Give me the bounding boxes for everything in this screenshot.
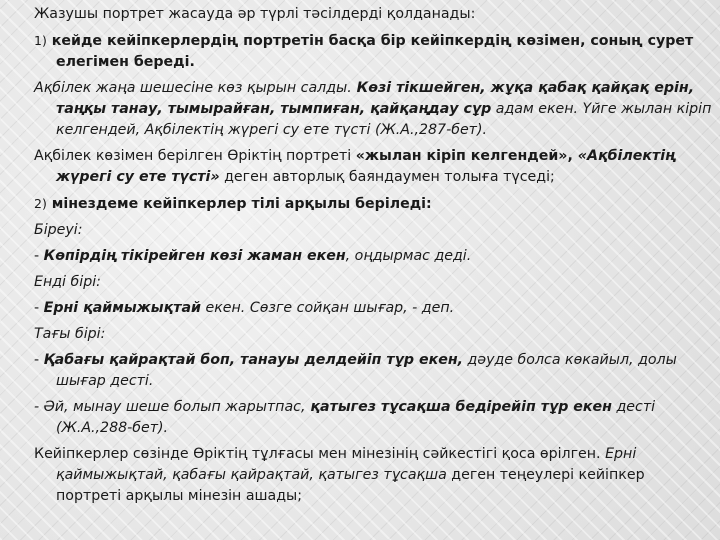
slide-body <box>34 4 714 507</box>
quote-paragraph-1 <box>34 78 714 141</box>
dash: - <box>34 352 44 368</box>
intro-paragraph: Жазушы портрет жасауда әр түрлі тәсілдерді қолданады: <box>34 6 476 22</box>
speech-text: десті (Ж.А.,288-бет). <box>56 399 656 436</box>
speech-line <box>34 246 714 267</box>
speaker-label <box>34 272 714 293</box>
emphasis-span: «жылан кіріп келгендей», <box>355 148 573 164</box>
speech-text: - Әй, мынау шеше болып жарытпас, <box>34 399 306 415</box>
speech-text: дәуде болса көкайыл, долы шығар десті. <box>56 352 677 389</box>
dash: - <box>34 300 44 316</box>
text-span: деген авторлық баяндаумен толыға түседі; <box>219 169 555 185</box>
speaker-label <box>34 220 714 241</box>
speaker-label-text: Енді бірі: <box>34 274 101 290</box>
speech-line <box>34 350 714 392</box>
speech-line <box>34 397 714 439</box>
quote-emphasis: Көзі тікшейген, жұқа қабақ қайқақ ерін, таңқы танау, тымырайған, тымпиған, қайқаңдау сұр <box>56 80 695 117</box>
speaker-label-text: Біреуі: <box>34 222 83 238</box>
point-number: 1) <box>34 33 47 48</box>
point-1-text: кейде кейіпкерлердің портретін басқа бір кейіпкердің көзімен, соның сурет елегімен береді. <box>46 33 694 70</box>
point-2-paragraph <box>34 193 714 215</box>
italic-span: Ерні қаймыжықтай, қабағы қайрақтай, қатыгез тұсақша <box>56 446 637 483</box>
quote-part: адам екен. Үйге жылан кіріп келгендей, Ақбілектің жүрегі су ете түсті (Ж.А.,287-бет). <box>56 101 712 138</box>
quote-part: Ақбілек жаңа шешесіне көз қырын салды. <box>34 80 352 96</box>
dash: - <box>34 248 44 264</box>
point-2-text: мінездеме кейіпкерлер тілі арқылы беріледі: <box>46 196 432 212</box>
speaker-label <box>34 324 714 345</box>
speech-emphasis: қатыгез тұсақша бедірейіп тұр екен <box>305 399 612 415</box>
speech-emphasis: Ерні қаймыжықтай <box>43 300 201 316</box>
point-1-paragraph <box>34 30 714 73</box>
speech-emphasis: Қабағы қайрақтай боп, танауы делдейіп тұр екен, <box>43 352 464 368</box>
speech-text: , оңдырмас деді. <box>345 248 472 264</box>
text-span: деген теңеулері кейіпкер портреті арқылы мінезін ашады; <box>56 467 645 504</box>
speaker-label-text: Тағы бірі: <box>34 326 106 342</box>
speech-emphasis: Көпірдің тікірейген көзі жаман екен <box>43 248 346 264</box>
conclusion-paragraph <box>34 444 714 507</box>
speech-line <box>34 298 714 319</box>
analysis-paragraph-1 <box>34 146 714 188</box>
point-number: 2) <box>34 196 47 211</box>
text-span: Ақбілек көзімен берілген Өріктің портреті <box>34 148 356 164</box>
speech-text: екен. Сөзге сойқан шығар, - деп. <box>200 300 455 316</box>
emphasis-italic-span: «Ақбілектің жүрегі су ете түсті» <box>56 148 675 185</box>
text-span: Кейіпкерлер сөзінде Өріктің тұлғасы мен мінезінің сәйкестігі қоса өрілген. <box>34 446 606 462</box>
